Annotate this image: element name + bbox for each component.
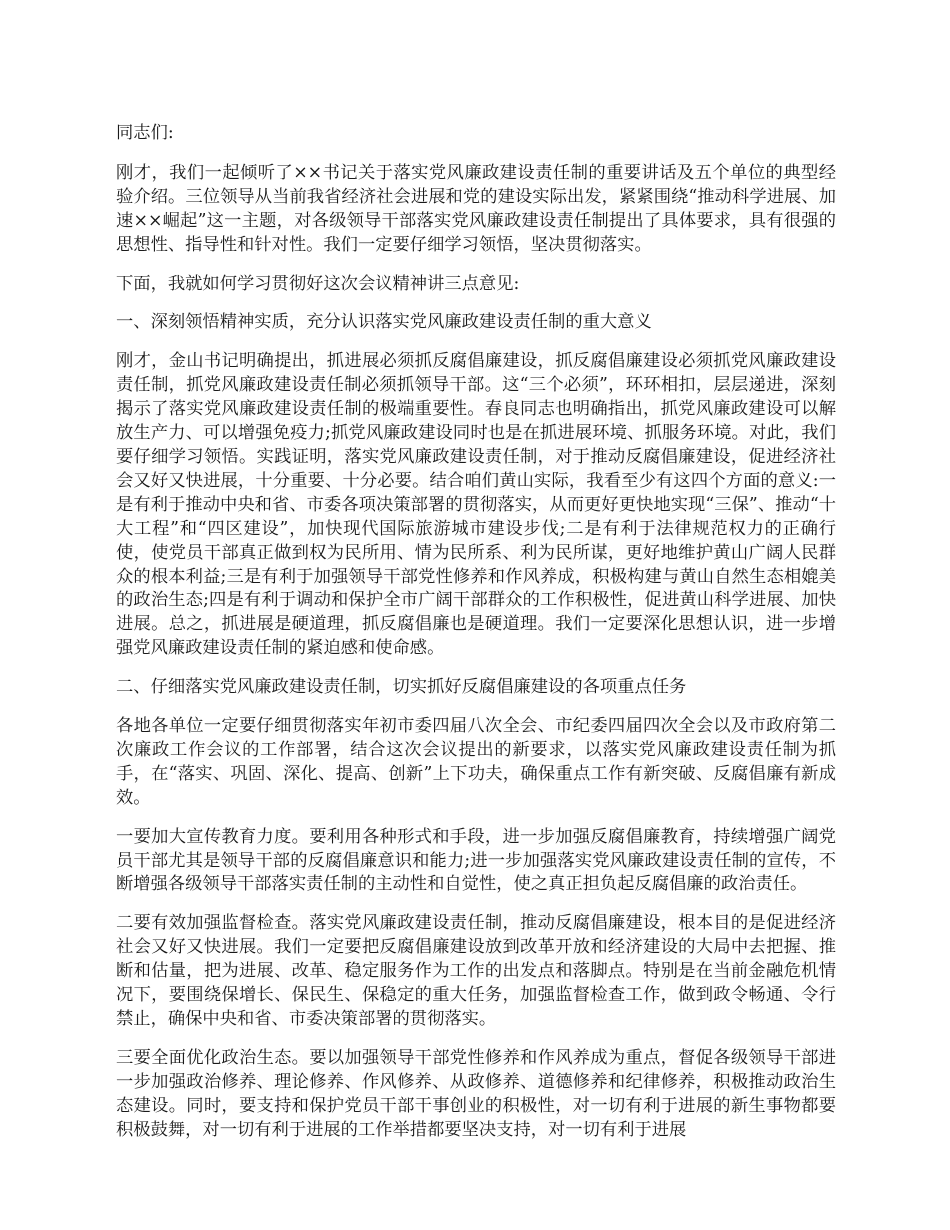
- section-2-intro: 各地各单位一定要仔细贯彻落实年初市委四届八次全会、市纪委四届四次全会以及市政府第二次廉政工作会议的工作部署，结合这次会议提出的新要求，以落实党风廉政建设责任制为抓手，在“落实、巩固、深化、提高、创新”上下功夫，确保重点工作有新突破、反腐倡廉有新成效。: [116, 716, 836, 808]
- section-1-body: 刚才，金山书记明确提出，抓进展必须抓反腐倡廉建设，抓反腐倡廉建设必须抓党风廉政建设责任制，抓党风廉政建设责任制必须抓领导干部。这“三个必须”，环环相扣，层层递进，深刻揭示了落实党风廉政建设责任制的极端重要性。春良同志也明确指出，抓党风廉政建设可以解放生产力、可以增强免疫力;抓党风廉政建设同时也是在抓进展环境、抓服务环境。对此，我们要仔细学习领悟。实践证明，落实党风廉政建设责任制，对于推动反腐倡廉建设，促进经济社会又好又快进展，十分重要、十分必要。结合咱们黄山实际，我看至少有这四个方面的意义:一是有利于推动中央和省、市委各项决策部署的贯彻落实，从而更好更快地实现“三保”、推动“十大工程”和“四区建设”，加快现代国际旅游城市建设步伐;二是有利于法律规范权力的正确行使，使党员干部真正做到权为民所用、情为民所系、利为民所谋，更好地维护黄山广阔人民群众的根本利益;三是有利于加强领导干部党性修养和作风养成，积极构建与黄山自然生态相媲美的政治生态;四是有利于调动和保护全市广阔干部群众的工作积极性，促进黄山科学进展、加快进展。总之，抓进展是硬道理，抓反腐倡廉也是硬道理。我们一定要深化思想认识，进一步增强党风廉政建设责任制的紧迫感和使命感。: [116, 351, 836, 659]
- task-3-paragraph: 三要全面优化政治生态。要以加强领导干部党性修养和作风养成为重点，督促各级领导干部进一步加强政治修养、理论修养、作风修养、从政修养、道德修养和纪律修养，积极推动政治生态建设。同时，要支持和保护党员干部干事创业的积极性，对一切有利于进展的新生事物都要积极鼓舞，对一切有利于进展的工作举措都要坚决支持，对一切有利于进展: [116, 1047, 836, 1140]
- task-2-paragraph: 二要有效加强监督检查。落实党风廉政建设责任制，推动反腐倡廉建设，根本目的是促进经济社会又好又快进展。我们一定要把反腐倡廉建设放到改革开放和经济建设的大局中去把握、推断和估量，把为进展、改革、稳定服务作为工作的出发点和落脚点。特别是在当前金融危机情况下，要围绕保增长、保民生、保稳定的重大任务，加强监督检查工作，做到政令畅通、令行禁止，确保中央和省、市委决策部署的贯彻落实。: [116, 913, 836, 1029]
- salutation: 同志们:: [116, 123, 174, 143]
- transition-paragraph: 下面，我就如何学习贯彻好这次会议精神讲三点意见:: [116, 273, 520, 294]
- task-1-paragraph: 一要加大宣传教育力度。要利用各种形式和手段，进一步加强反腐倡廉教育，持续增强广阔党员干部尤其是领导干部的反腐倡廉意识和能力;进一步加强落实党风廉政建设责任制的宣传，不断增强各级领导干部落实责任制的主动性和自觉性，使之真正担负起反腐倡廉的政治责任。: [116, 826, 836, 895]
- section-heading-2: 二、仔细落实党风廉政建设责任制，切实抓好反腐倡廉建设的各项重点任务: [116, 677, 687, 698]
- section-heading-1: 一、深刻领悟精神实质，充分认识落实党风廉政建设责任制的重大意义: [116, 312, 652, 333]
- document-page: [116, 122, 836, 1158]
- intro-paragraph: 刚才，我们一起倾听了××书记关于落实党风廉政建设责任制的重要讲话及五个单位的典型经验介绍。三位领导从当前我省经济社会进展和党的建设实际出发，紧紧围绕“推动科学进展、加速××崛起”这一主题，对各级领导干部落实党风廉政建设责任制提出了具体要求，具有很强的思想性、指导性和针对性。我们一定要仔细学习领悟，坚决贯彻落实。: [116, 162, 836, 255]
